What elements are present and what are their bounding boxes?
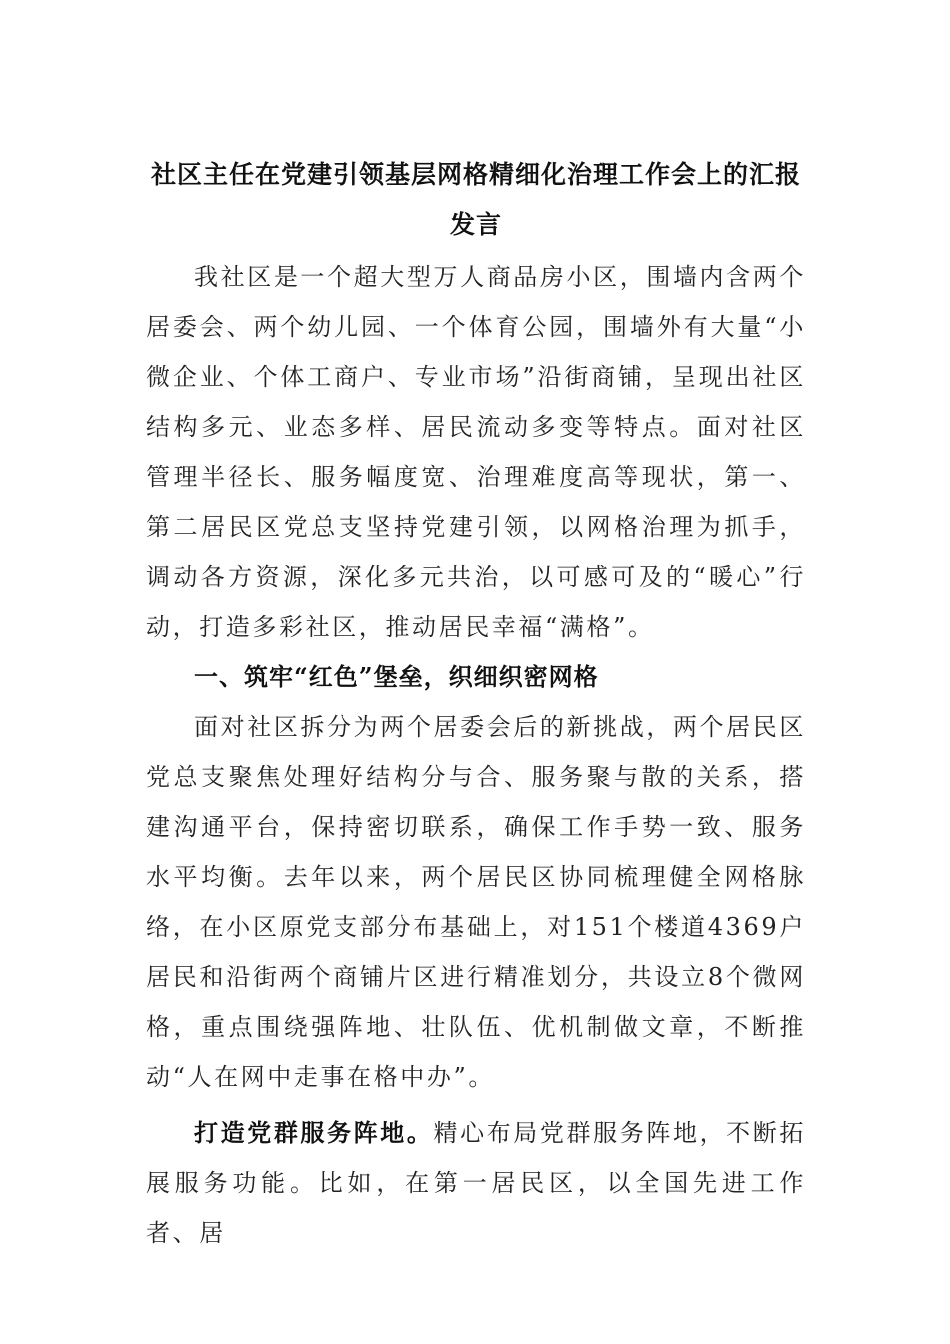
section-1-paragraph: 面对社区拆分为两个居委会后的新挑战，两个居民区党总支聚焦处理好结构分与合、服务聚与散的关系，搭建沟通平台，保持密切联系，确保工作手势一致、服务水平均衡。去年以来，两个居民区协同梳理健全网格脉络，在小区原党支部分布基础上，对151个楼道4369户居民和沿街两个商铺片区进行精准划分，共设立8个微网格，重点围绕强阵地、壮队伍、优机制做文章，不断推动“人在网中走事在格中办”。 (146, 713, 806, 1091)
point-1-body: 精心布局党群服务阵地，不断拓展服务功能。比如，在第一居民区，以全国先进工作者、居 (146, 1119, 806, 1247)
point-1-lead: 打造党群服务阵地。 (194, 1118, 434, 1147)
point-1-paragraph (146, 1108, 806, 1258)
section-1-heading: 一、筑牢“红色”堡垒，织细织密网格 (194, 662, 599, 691)
intro-paragraph: 我社区是一个超大型万人商品房小区，围墙内含两个居委会、两个幼儿园、一个体育公园，围墙外有大量“小微企业、个体工商户、专业市场”沿街商铺，呈现出社区结构多元、业态多样、居民流动多变等特点。面对社区管理半径长、服务幅度宽、治理难度高等现状，第一、第二居民区党总支坚持党建引领，以网格治理为抓手，调动各方资源，深化多元共治，以可感可及的“暖心”行动，打造多彩社区，推动居民幸福“满格”。 (146, 263, 806, 641)
document-body (146, 150, 806, 1258)
document-title: 社区主任在党建引领基层网格精细化治理工作会上的汇报发言 (150, 160, 801, 239)
